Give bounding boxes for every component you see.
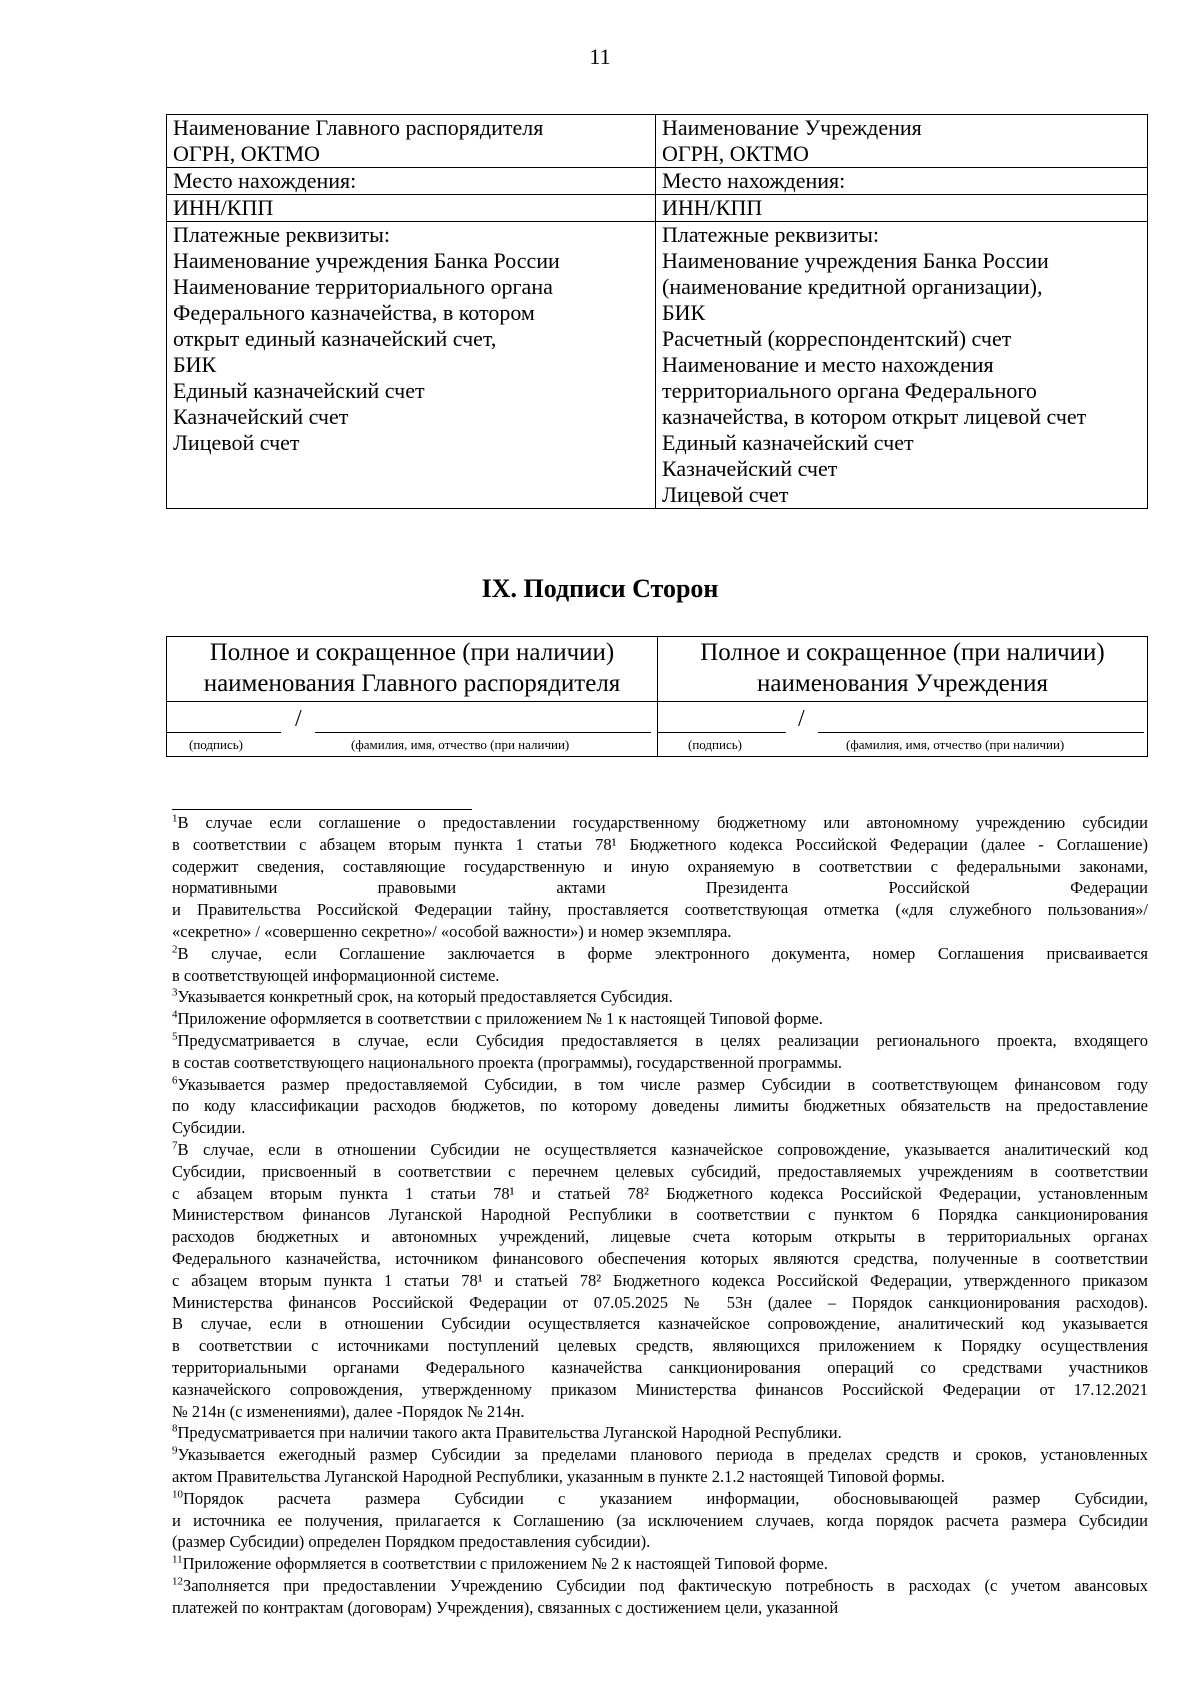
footnote-number: 6 bbox=[172, 1074, 178, 1087]
footnote-line bbox=[172, 1313, 1148, 1335]
footnote-text: В случае, если в отношении Субсидии не осуществляется казначейское сопровождение, указывается аналитический код bbox=[177, 1139, 1148, 1159]
footnote-text: Министерства финансов Российской Федерации от 07.05.2025 № 53н (далее – Порядок санкционирования расходов). bbox=[172, 1292, 1148, 1312]
footnote-line bbox=[172, 1270, 1148, 1292]
footnote-line bbox=[172, 1226, 1148, 1248]
signature-left-cell bbox=[167, 702, 658, 757]
requisite-line: Место нахождения: bbox=[662, 168, 846, 193]
institution-requisites-cell bbox=[656, 115, 1148, 168]
footnote-text: Указывается конкретный срок, на который предоставляется Субсидия. bbox=[177, 987, 673, 1007]
signature-caption: (подпись) bbox=[189, 737, 243, 752]
footnote-line bbox=[172, 1357, 1148, 1379]
requisite-line: Казначейский счет bbox=[662, 456, 838, 481]
name-line[interactable] bbox=[818, 732, 1144, 733]
requisites-row bbox=[167, 222, 1148, 509]
footnote-line bbox=[172, 899, 1148, 921]
footnote-text: в соответствующей информационной системе. bbox=[172, 965, 500, 985]
section-title: IX. Подписи Сторон bbox=[481, 574, 719, 603]
footnote-text: казначейского сопровождения, утвержденному приказом Министерства финансов Российской Федерации от 17.12.2021 bbox=[172, 1379, 1148, 1399]
footnote-line bbox=[172, 1030, 1148, 1052]
requisite-line: Платежные реквизиты: bbox=[662, 222, 880, 247]
footnote-text: и Правительства Российской Федерации тайну, проставляется соответствующая отметка («для служебного пользования»/ bbox=[172, 900, 1148, 920]
footnote-text: Приложение оформляется в соответствии с приложением № 1 к настоящей Типовой форме. bbox=[177, 1009, 823, 1029]
name-line[interactable] bbox=[315, 732, 651, 733]
requisites-row bbox=[167, 115, 1148, 168]
footnote-line bbox=[172, 1008, 1148, 1030]
header-line: наименования Главного распорядителя bbox=[203, 670, 621, 697]
footnote-line bbox=[172, 921, 1148, 943]
footnote-text: (размер Субсидии) определен Порядком предоставления субсидии). bbox=[172, 1532, 651, 1552]
footnote-text: и источника ее получения, прилагается к Соглашению (за исключением случаев, когда порядок расчета размера Субсидии bbox=[172, 1510, 1148, 1530]
signatory-right-header bbox=[658, 637, 1148, 702]
institution-requisites-cell bbox=[656, 168, 1148, 195]
requisite-line: Платежные реквизиты: bbox=[173, 222, 391, 247]
footnote-line bbox=[172, 1510, 1148, 1532]
footnote-text: содержит сведения, составляющие государственную и иную охраняемую в соответствии с федеральными законами, bbox=[172, 856, 1148, 876]
requisite-line: БИК bbox=[173, 352, 217, 377]
footnote-text: в соответствии с источниками поступлений целевых средств, являющихся приложением к Порядку осуществления bbox=[172, 1336, 1148, 1356]
signatures-table bbox=[166, 636, 1148, 757]
footnote-text: по коду классификации расходов бюджетов, по которому доведены лимиты бюджетных обязательств на предоставление bbox=[172, 1096, 1148, 1116]
footnote-line bbox=[172, 1531, 1148, 1553]
requisite-line: (наименование кредитной организации), bbox=[662, 274, 1043, 299]
footnote-number: 11 bbox=[172, 1553, 183, 1566]
footnote-text: актом Правительства Луганской Народной Республики, указанным в пункте 2.1.2 настоящей Типовой формы. bbox=[172, 1466, 945, 1486]
name-caption: (фамилия, имя, отчество (при наличии) bbox=[846, 737, 1065, 752]
principal-requisites-cell bbox=[167, 195, 656, 222]
footnote-text: Заполняется при предоставлении Учреждению Субсидии под фактическую потребность в расходах (с учетом авансовых bbox=[183, 1575, 1148, 1595]
requisite-line: ОГРН, ОКТМО bbox=[662, 141, 809, 166]
signature-right-cell bbox=[658, 702, 1148, 757]
footnote-text: Порядок расчета размера Субсидии с указанием информации, обосновывающей размер Субсидии, bbox=[183, 1488, 1148, 1508]
footnote-text: нормативными правовыми актами Президента Российской Федерации bbox=[172, 878, 1148, 898]
footnote-line bbox=[172, 1183, 1148, 1205]
requisite-line: Наименование учреждения Банка России bbox=[662, 248, 1049, 273]
footnote-text: В случае, если Соглашение заключается в форме электронного документа, номер Соглашения присваивается bbox=[177, 943, 1148, 963]
footnote bbox=[172, 943, 1148, 987]
footnote-line bbox=[172, 1117, 1148, 1139]
footnote-number: 1 bbox=[172, 812, 178, 825]
requisite-line: Лицевой счет bbox=[662, 482, 789, 507]
footnote-text: с абзацем вторым пункта 1 статьи 78¹ и статьей 78² Бюджетного кодекса Российской Федерации, утвержденного приказом bbox=[172, 1270, 1148, 1290]
footnote-line bbox=[172, 1553, 1148, 1575]
footnote-line bbox=[172, 1466, 1148, 1488]
principal-requisites-cell bbox=[167, 115, 656, 168]
requisite-line: Наименование Главного распорядителя bbox=[173, 115, 544, 140]
footnote-text: В случае, если в отношении Субсидии осуществляется казначейское сопровождение, аналитический код указывается bbox=[172, 1314, 1148, 1334]
footnote-line bbox=[172, 1401, 1148, 1423]
footnote-line bbox=[172, 965, 1148, 987]
footnote-text: Субсидии, присвоенный в соответствии с перечнем целевых субсидий, предоставляемых учреждениям в соответствии bbox=[172, 1161, 1148, 1181]
header-line: наименования Учреждения bbox=[757, 670, 1048, 697]
requisite-line: Наименование и место нахождения bbox=[662, 352, 994, 377]
footnote-line bbox=[172, 1575, 1148, 1597]
requisites-table bbox=[166, 114, 1148, 509]
requisite-line: ИНН/КПП bbox=[662, 195, 763, 220]
footnote-line bbox=[172, 877, 1148, 899]
footnote-text: в состав соответствующего национального проекта (программы), государственной программы. bbox=[172, 1052, 843, 1072]
signature-line[interactable] bbox=[658, 732, 786, 733]
signatory-left-header bbox=[167, 637, 658, 702]
footnote-number: 3 bbox=[172, 986, 178, 999]
footnote-line bbox=[172, 986, 1148, 1008]
signature-slash: / bbox=[295, 706, 302, 732]
footnote-text: В случае если соглашение о предоставлении государственному бюджетному или автономному учреждению субсидии bbox=[177, 813, 1148, 832]
header-line: Полное и сокращенное (при наличии) bbox=[700, 639, 1105, 666]
footnote-line bbox=[172, 834, 1148, 856]
signature-line[interactable] bbox=[167, 732, 281, 733]
footnote-text: Предусматривается в случае, если Субсидия предоставляется в целях реализации регионального проекта, входящего bbox=[177, 1030, 1148, 1050]
footnote-number: 5 bbox=[172, 1030, 178, 1043]
footnote-number: 4 bbox=[172, 1008, 178, 1021]
requisite-line: Федерального казначейства, в котором bbox=[173, 300, 535, 325]
header-line: Полное и сокращенное (при наличии) bbox=[209, 639, 615, 666]
requisite-line: Наименование Учреждения bbox=[662, 115, 922, 140]
footnote-text: Министерством финансов Луганской Народной Республики в соответствии с пунктом 6 Порядка санкционирования bbox=[172, 1205, 1148, 1225]
footnote-line bbox=[172, 1161, 1148, 1183]
footnote-number: 7 bbox=[172, 1139, 178, 1152]
requisite-line: Казначейский счет bbox=[173, 404, 349, 429]
footnote-text: платежей по контрактам (договорам) Учреждения), связанных с достижением цели, указанной bbox=[172, 1597, 839, 1617]
requisite-line: ИНН/КПП bbox=[173, 195, 274, 220]
footnote-line bbox=[172, 1139, 1148, 1161]
footnote-line bbox=[172, 1444, 1148, 1466]
requisite-line: Место нахождения: bbox=[173, 168, 357, 193]
requisites-row bbox=[167, 168, 1148, 195]
footnote-text: территориальными органами Федерального казначейства санкционирования операций со средствами участников bbox=[172, 1357, 1148, 1377]
footnote-line bbox=[172, 856, 1148, 878]
footnote-text: в соответствии с абзацем вторым пункта 1 статьи 78¹ Бюджетного кодекса Российской Федерации (далее - Соглашение) bbox=[172, 834, 1148, 854]
footnote bbox=[172, 1488, 1148, 1553]
footnote-text: Указывается размер предоставляемой Субсидии, в том числе размер Субсидии в соответствующем финансовом году bbox=[177, 1074, 1148, 1094]
footnote-text: Субсидии. bbox=[172, 1118, 246, 1138]
footnote bbox=[172, 1444, 1148, 1488]
name-caption: (фамилия, имя, отчество (при наличии) bbox=[351, 737, 570, 752]
footnote bbox=[172, 1030, 1148, 1074]
footnote-line bbox=[172, 1488, 1148, 1510]
requisite-line: Расчетный (корреспондентский) счет bbox=[662, 326, 1012, 351]
footnote-line bbox=[172, 1095, 1148, 1117]
footnote bbox=[172, 1074, 1148, 1139]
footnote-number: 8 bbox=[172, 1422, 178, 1435]
requisite-line: Наименование учреждения Банка России bbox=[173, 248, 560, 273]
footnote bbox=[172, 812, 1148, 943]
signature-caption: (подпись) bbox=[688, 737, 742, 752]
signature-slash: / bbox=[798, 706, 805, 732]
footnote-line bbox=[172, 1052, 1148, 1074]
footnote bbox=[172, 1008, 1148, 1030]
institution-requisites-cell bbox=[656, 195, 1148, 222]
footnote-number: 10 bbox=[172, 1488, 183, 1501]
footnote-line bbox=[172, 943, 1148, 965]
page-number: 11 bbox=[589, 44, 611, 69]
institution-requisites-cell bbox=[656, 222, 1148, 509]
footnote bbox=[172, 986, 1148, 1008]
footnotes bbox=[172, 812, 1148, 1618]
footnote-line bbox=[172, 1379, 1148, 1401]
footnote bbox=[172, 1139, 1148, 1422]
requisite-line: Наименование территориального органа bbox=[173, 274, 553, 299]
requisite-line: БИК bbox=[662, 300, 706, 325]
footnote bbox=[172, 1553, 1148, 1575]
footnote-number: 2 bbox=[172, 943, 178, 956]
footnote-text: расходов бюджетных и автономных учреждений, лицевые счета которым открыты в территориальных органах bbox=[172, 1227, 1148, 1247]
requisite-line: ОГРН, ОКТМО bbox=[173, 141, 320, 166]
footnote-line bbox=[172, 812, 1148, 834]
principal-requisites-cell bbox=[167, 222, 656, 509]
footnote bbox=[172, 1575, 1148, 1619]
footnote-text: Предусматривается при наличии такого акта Правительства Луганской Народной Республики. bbox=[177, 1423, 842, 1443]
requisite-line: казначейства, в котором открыт лицевой счет bbox=[662, 404, 1087, 429]
footnote-text: с абзацем вторым пункта 1 статьи 78¹ и статьей 78² Бюджетного кодекса Российской Федерации, установленным bbox=[172, 1183, 1148, 1203]
requisites-row bbox=[167, 195, 1148, 222]
requisite-line: Единый казначейский счет bbox=[662, 430, 914, 455]
footnote-line bbox=[172, 1597, 1148, 1619]
footnote-text: Приложение оформляется в соответствии с приложением № 2 к настоящей Типовой форме. bbox=[182, 1554, 828, 1574]
footnote-number: 12 bbox=[172, 1575, 183, 1588]
requisite-line: территориального органа Федерального bbox=[662, 378, 1037, 403]
requisite-line: Единый казначейский счет bbox=[173, 378, 425, 403]
footnote-line bbox=[172, 1204, 1148, 1226]
footnote-line bbox=[172, 1248, 1148, 1270]
footnote-text: «секретно» / «совершенно секретно»/ «особой важности») и номер экземпляра. bbox=[172, 921, 732, 941]
requisite-line: Лицевой счет bbox=[173, 430, 300, 455]
footnote-text: Федерального казначейства, источником финансового обеспечения которых являются средства, полученные в соответствии bbox=[172, 1248, 1148, 1268]
footnote-line bbox=[172, 1292, 1148, 1314]
footnote-text: № 214н (с изменениями), далее -Порядок № 214н. bbox=[172, 1401, 525, 1421]
footnote-separator bbox=[172, 809, 472, 810]
footnote-text: Указывается ежегодный размер Субсидии за пределами планового периода в пределах средств и сроков, установленных bbox=[177, 1445, 1148, 1465]
footnote bbox=[172, 1422, 1148, 1444]
footnote-line bbox=[172, 1335, 1148, 1357]
principal-requisites-cell bbox=[167, 168, 656, 195]
footnote-line bbox=[172, 1074, 1148, 1096]
requisite-line: открыт единый казначейский счет, bbox=[173, 326, 497, 351]
footnote-number: 9 bbox=[172, 1444, 178, 1457]
footnote-line bbox=[172, 1422, 1148, 1444]
